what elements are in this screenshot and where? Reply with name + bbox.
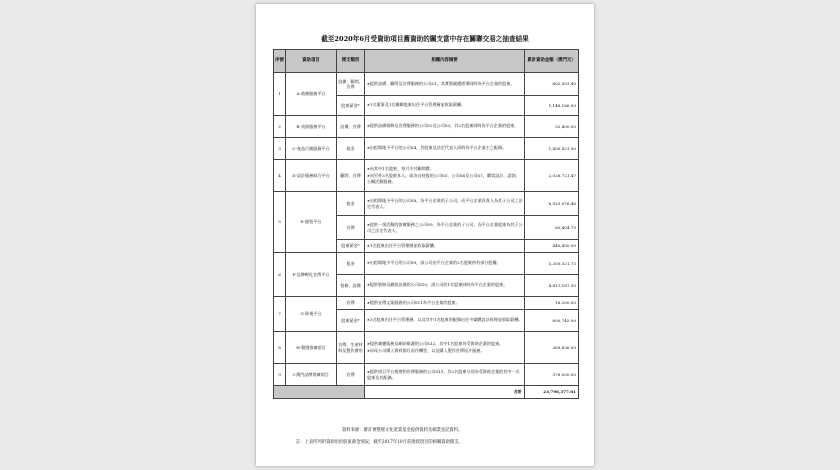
row-number: 9 [274, 364, 286, 386]
bullet-item: ➤ 向另外3名股東本人，或各自持股的公司S5、公司S6及公司S7，購買設計、諮詢、公關活動服務。 [367, 173, 523, 184]
header-no: 序號 [274, 50, 286, 73]
expense-type: 設備、宣傳 [337, 116, 365, 138]
relation-summary [365, 310, 525, 332]
expense-type: 股東薪金* [337, 310, 365, 332]
relation-summary [365, 160, 525, 192]
expense-type: 顧問、宣傳 [337, 160, 365, 192]
relation-summary [365, 192, 525, 216]
bullet-item: ➤ 出租場地予平台的公司S8，為平台企業的子公司，而平台企業負責人為其子公司之法定代表人。 [367, 198, 523, 209]
total-shade [274, 386, 365, 399]
total-label: 合計 [365, 386, 525, 399]
table-row [274, 192, 579, 216]
amount-cell: 6,929,076.46 [525, 192, 579, 216]
total-amount: 23,796,377.81 [525, 386, 579, 399]
amount-cell: 600,745.00 [525, 310, 579, 332]
amount-cell: 1,450,821.90 [525, 138, 579, 160]
relation-summary [365, 138, 525, 160]
relation-summary [365, 275, 525, 297]
amount-cell: 32,400.00 [525, 116, 579, 138]
project-name: I-澳門品牌推廣項目 [286, 364, 337, 386]
row-number: 2 [274, 116, 286, 138]
expense-type: 宣傳 [337, 297, 365, 310]
table-row [274, 364, 579, 386]
amount-cell: 378,000.00 [525, 364, 579, 386]
header-amount: 累計資助金額（澳門元） [525, 50, 579, 73]
bullet-item: ➤ 提供設備、顧問及宣傳服務的公司S1，其實際副總經理同時為平台企業的股東。 [367, 81, 523, 87]
row-number: 7 [274, 297, 286, 332]
project-name: A-商務服務平台 [286, 73, 337, 116]
bullet-item: ➤ 向其中1名股東，每月支付顧問費。 [367, 166, 523, 172]
bullet-item: ➤ 提供設備維修及宣傳服務的公司S2及公司S3，其2名股東同時為平台企業的股東。 [367, 123, 523, 129]
project-name: E-服裝平台 [286, 192, 337, 253]
findings-table [273, 49, 579, 399]
expense-type: 宣傳、生產材料及製作費用 [337, 332, 365, 364]
row-number: 4 [274, 160, 286, 192]
expense-type: 股東薪金* [337, 240, 365, 253]
expense-type: 租金 [337, 192, 365, 216]
table-row [274, 138, 579, 160]
expense-type: 裝修、設備 [337, 275, 365, 297]
amount-cell: 440,450.00 [525, 240, 579, 253]
amount-cell: 4,411,187.30 [525, 275, 579, 297]
header-project: 資助項目 [286, 50, 337, 73]
bullet-item: ➤ 1名股東出任平台管理層並收取薪酬。 [367, 243, 523, 249]
header-type: 開支類別 [337, 50, 365, 73]
amount-cell: 5,350,321.73 [525, 253, 579, 275]
relation-summary [365, 96, 525, 116]
relation-summary [365, 216, 525, 240]
bullet-item: ➤ 3名股東出任平台管理層，以及其中1名股東的配偶出任多媒體設計經理並收取薪酬。 [367, 317, 523, 323]
relation-summary [365, 364, 525, 386]
project-name: D-設計服務綜合平台 [286, 160, 337, 192]
table-row [274, 116, 579, 138]
bullet-item: ➤ 出租場地予平台的公司S9，該公司由平台企業的2名股東持有部分股權。 [367, 260, 523, 266]
relation-summary [365, 332, 525, 364]
source-note: 資料來源：審計署整理文化產業基金提供資料及網業登記資料。 [342, 428, 463, 433]
relation-summary [365, 240, 525, 253]
row-number: 8 [274, 332, 286, 364]
expense-type: 租金 [337, 138, 365, 160]
relation-summary [365, 253, 525, 275]
bullet-item: ➤ 提供裝修及網絡設備的公司S10，該公司的1名股東同時為平台企業的股東。 [367, 282, 523, 288]
relation-summary [365, 297, 525, 310]
expense-type: 設備、顧問、宣傳 [337, 73, 365, 96]
table-row [274, 332, 579, 364]
project-name: C-產品行銷服務平台 [286, 138, 337, 160]
project-name: H-動漫推廣項目 [286, 332, 337, 364]
expense-type: 宣傳 [337, 364, 365, 386]
expense-type: 股東薪金* [337, 96, 365, 116]
bullet-item: ➤ 提供宣傳文案服務的公司S11為平台企業的股東。 [367, 300, 523, 306]
expense-type: 宣傳 [337, 216, 365, 240]
bullet-item: ➤ 出租場地予平台的公司S4，其股東及法定代表人同時為平台企業主之配偶。 [367, 145, 523, 151]
footnote: 註：上表所列的資助用於股東薪金情況，截至2017年10月前批授項目的相關資助開支。 [296, 440, 463, 445]
bullet-item: ➤ 提供廣播服務及網站維護的公司S12，其中1名股東為受資助企業的股東。 [367, 341, 523, 347]
amount-cell: 16,200.00 [525, 297, 579, 310]
project-name: G-影視平台 [286, 297, 337, 332]
table-row [274, 160, 579, 192]
project-name: F-品牌孵化宣傳平台 [286, 253, 337, 297]
amount-cell: 1,148,186.00 [525, 96, 579, 116]
bullet-item: ➤ 1名董事及1名關聯股東出任平台管理層並收取薪酬。 [367, 102, 523, 108]
amount-cell: 369,836.00 [525, 332, 579, 364]
amount-cell: 2,026,721.47 [525, 160, 579, 192]
relation-summary [365, 73, 525, 96]
relation-summary [365, 116, 525, 138]
bullet-item: ➤ 提供項目平台搭建和宣傳服務的公司S13，其2名股東分別為受資助企業的其中一名股東及其配偶。 [367, 369, 523, 380]
table-row [274, 253, 579, 275]
row-number: 3 [274, 138, 286, 160]
project-name: B-表演服務平台 [286, 116, 337, 138]
row-number: 6 [274, 253, 286, 297]
bullet-item: ➤ 向母公司購入資料節目再作轉售，以及購入製作宣傳短片服務。 [367, 348, 523, 354]
amount-cell: 602,003.40 [525, 73, 579, 96]
row-number: 5 [274, 192, 286, 253]
document-title: 截至2020年6月受資助項目舊資助的關支當中存在關聯交易之抽查結果 [321, 35, 529, 43]
bullet-item: ➤ 提供一項活動的推廣服務之公司S9，為平台企業的子公司，而平台企業股東為其子公司之法定代表人。 [367, 222, 523, 233]
amount-cell: 60,404.75 [525, 216, 579, 240]
header-relation: 相關內容摘要 [365, 50, 525, 73]
expense-type: 租金 [337, 253, 365, 275]
table-row [274, 73, 579, 96]
row-number: 1 [274, 73, 286, 116]
table-header-row [274, 50, 579, 73]
total-row [274, 386, 579, 399]
document-page [256, 4, 594, 466]
table-row [274, 297, 579, 310]
